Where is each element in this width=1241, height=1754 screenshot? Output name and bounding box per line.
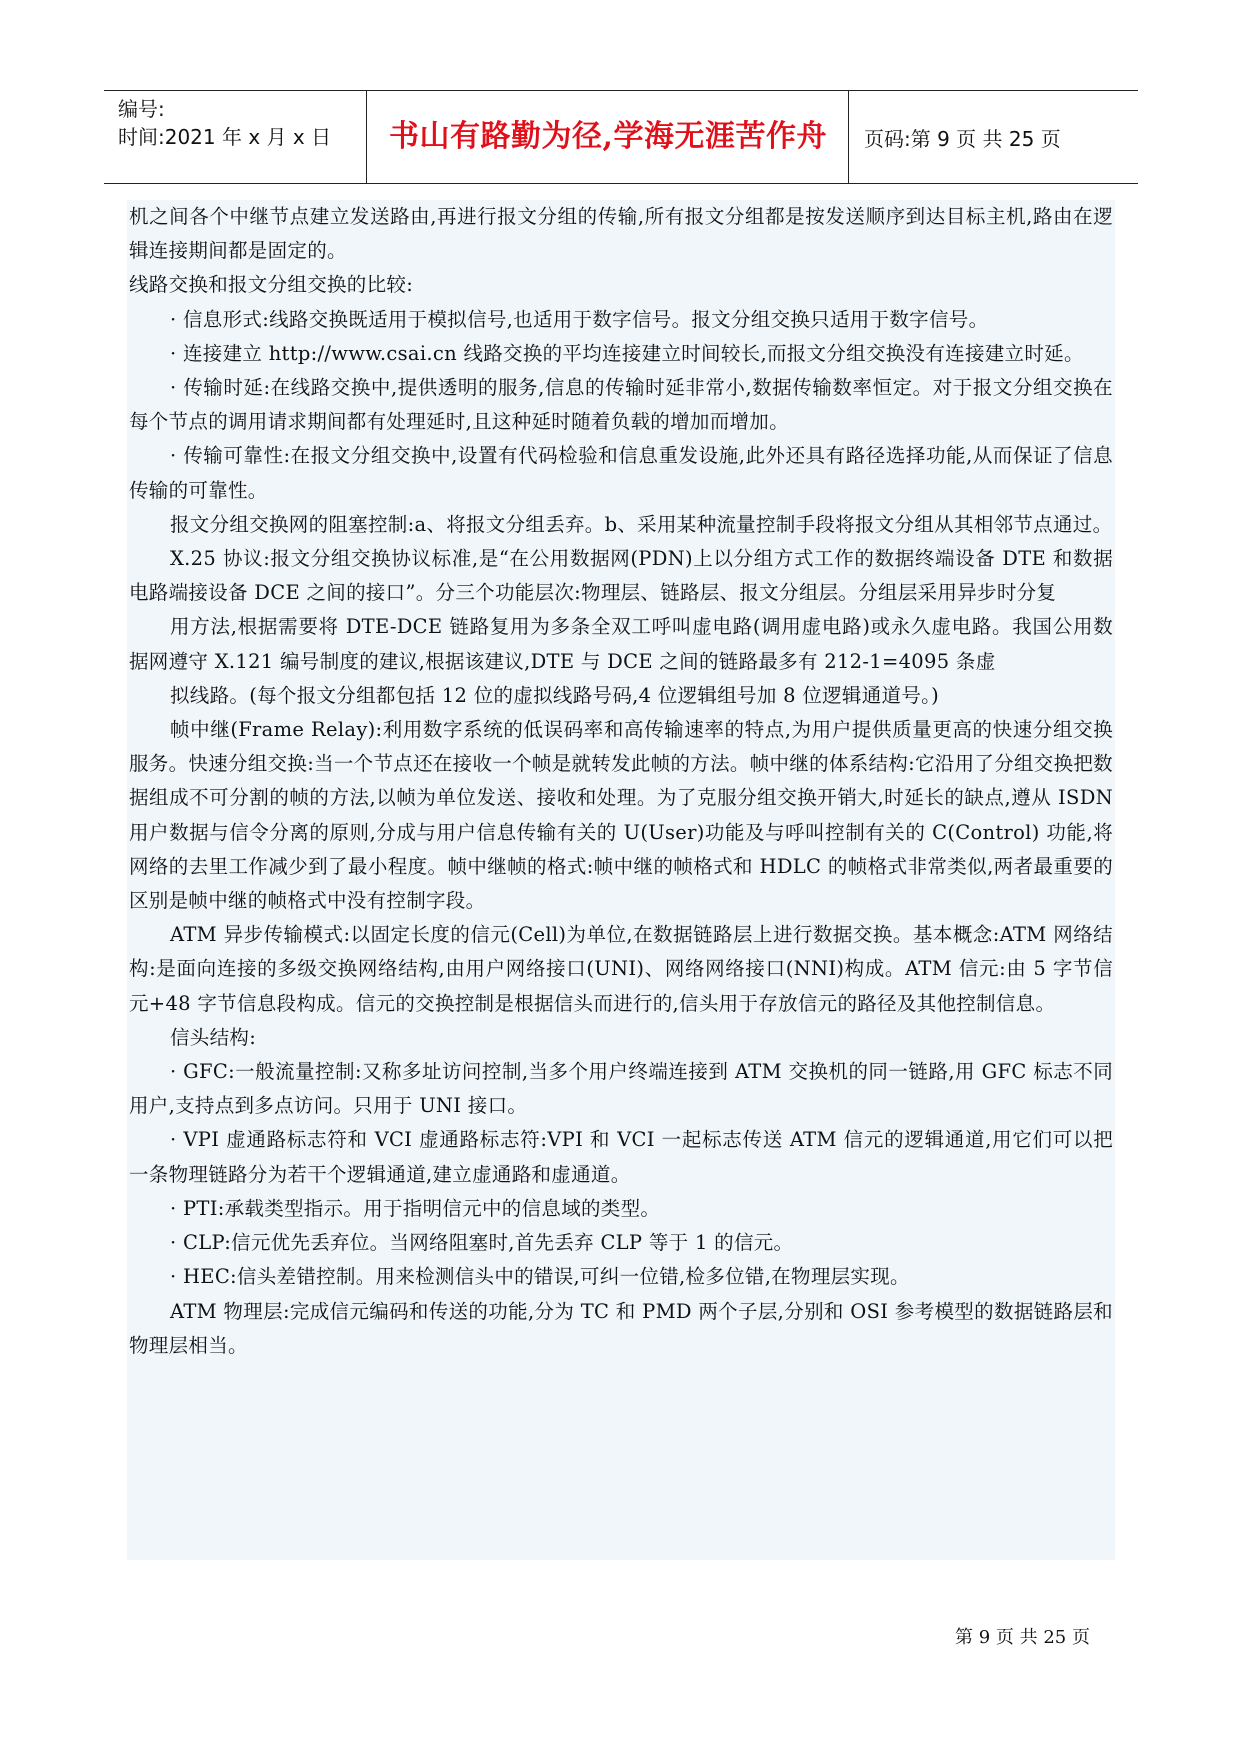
paragraph: X.25 协议:报文分组交换协议标准,是“在公用数据网(PDN)上以分组方式工作的数据终端设备 DTE 和数据电路端接设备 DCE 之间的接口”。分三个功能层次:物理层、链路层、报文分组层。分组层采用异步时分复 <box>129 547 1113 605</box>
document-time-label: 时间:2021 年 x 月 x 日 <box>118 125 332 149</box>
header-motto: 书山有路勤为径,学海无涯苦作舟 <box>389 119 827 154</box>
bullet-item: · 传输时延:在线路交换中,提供透明的服务,信息的传输时延非常小,数据传输数率恒定。对于报文分组交换在每个节点的调用请求期间都有处理延时,且这种延时随着负载的增加而增加。 <box>129 376 1113 434</box>
page-header <box>104 90 1138 184</box>
header-meta <box>118 95 331 151</box>
header-divider-left <box>366 91 367 183</box>
paragraph: ATM 物理层:完成信元编码和传送的功能,分为 TC 和 PMD 两个子层,分别和 OSI 参考模型的数据链路层和物理层相当。 <box>129 1299 1113 1357</box>
paragraph: 用方法,根据需要将 DTE-DCE 链路复用为多条全双工呼叫虚电路(调用虚电路)或永久虚电路。我国公用数据网遵守 X.121 编号制度的建议,根据该建议,DTE 与 DCE 之间的链路最多有 212-1=4095 条虚 <box>129 615 1113 673</box>
document-number-label: 编号: <box>118 97 165 121</box>
document-body <box>127 200 1115 1560</box>
bullet-item: · 信息形式:线路交换既适用于模拟信号,也适用于数字信号。报文分组交换只适用于数字信号。 <box>170 307 989 331</box>
page-footer: 第 9 页 共 25 页 <box>955 1627 1090 1648</box>
bullet-item: · HEC:信头差错控制。用来检测信头中的错误,可纠一位错,检多位错,在物理层实现。 <box>170 1265 910 1289</box>
paragraph-heading: 线路交换和报文分组交换的比较: <box>129 273 414 297</box>
paragraph: 报文分组交换网的阻塞控制:a、将报文分组丢弃。b、采用某种流量控制手段将报文分组从其相邻节点通过。 <box>170 512 1113 536</box>
header-page-code: 页码:第 9 页 共 25 页 <box>864 127 1061 151</box>
bullet-item: · 传输可靠性:在报文分组交换中,设置有代码检验和信息重发设施,此外还具有路径选择功能,从而保证了信息传输的可靠性。 <box>129 444 1113 502</box>
paragraph: 帧中继(Frame Relay):利用数字系统的低误码率和高传输速率的特点,为用户提供质量更高的快速分组交换服务。快速分组交换:当一个节点还在接收一个帧是就转发此帧的方法。帧中继的体系结构:它沿用了分组交换把数据组成不可分割的帧的方法,以帧为单位发送、接收和处理。为了克服分组交换开销大,时延长的缺点,遵从 ISDN 用户数据与信令分离的原则,分成与用户信息传输有关的 U(User)功能及与呼叫控制有关的 C(Control) 功能,将网络的去里工作减少到了最小程度。帧中继帧的格式:帧中继的帧格式和 HDLC 的帧格式非常类似,两者最重要的区别是帧中继的帧格式中没有控制字段。 <box>129 718 1113 913</box>
bullet-item: · 连接建立 http://www.csai.cn 线路交换的平均连接建立时间较长,而报文分组交换没有连接建立时延。 <box>170 341 1084 365</box>
paragraph: 拟线路。(每个报文分组都包括 12 位的虚拟线路号码,4 位逻辑组号加 8 位逻辑通道号。) <box>170 683 940 707</box>
bullet-item: · GFC:一般流量控制:又称多址访问控制,当多个用户终端连接到 ATM 交换机的同一链路,用 GFC 标志不同用户,支持点到多点访问。只用于 UNI 接口。 <box>129 1060 1113 1118</box>
bullet-item: · VPI 虚通路标志符和 VCI 虚通路标志符:VPI 和 VCI 一起标志传送 ATM 信元的逻辑通道,用它们可以把一条物理链路分为若干个逻辑通道,建立虚通路和虚通道。 <box>129 1128 1113 1186</box>
paragraph: 机之间各个中继节点建立发送路由,再进行报文分组的传输,所有报文分组都是按发送顺序到达目标主机,路由在逻辑连接期间都是固定的。 <box>129 205 1113 263</box>
paragraph-heading: 信头结构: <box>170 1025 257 1049</box>
paragraph: ATM 异步传输模式:以固定长度的信元(Cell)为单位,在数据链路层上进行数据交换。基本概念:ATM 网络结构:是面向连接的多级交换网络结构,由用户网络接口(UNI)、网络网络接口(NNI)构成。ATM 信元:由 5 字节信元+48 字节信息段构成。信元的交换控制是根据信头而进行的,信头用于存放信元的路径及其他控制信息。 <box>129 923 1113 1015</box>
header-divider-right <box>848 91 849 183</box>
bullet-item: · CLP:信元优先丢弃位。当网络阻塞时,首先丢弃 CLP 等于 1 的信元。 <box>170 1231 794 1255</box>
bullet-item: · PTI:承载类型指示。用于指明信元中的信息域的类型。 <box>170 1196 661 1220</box>
